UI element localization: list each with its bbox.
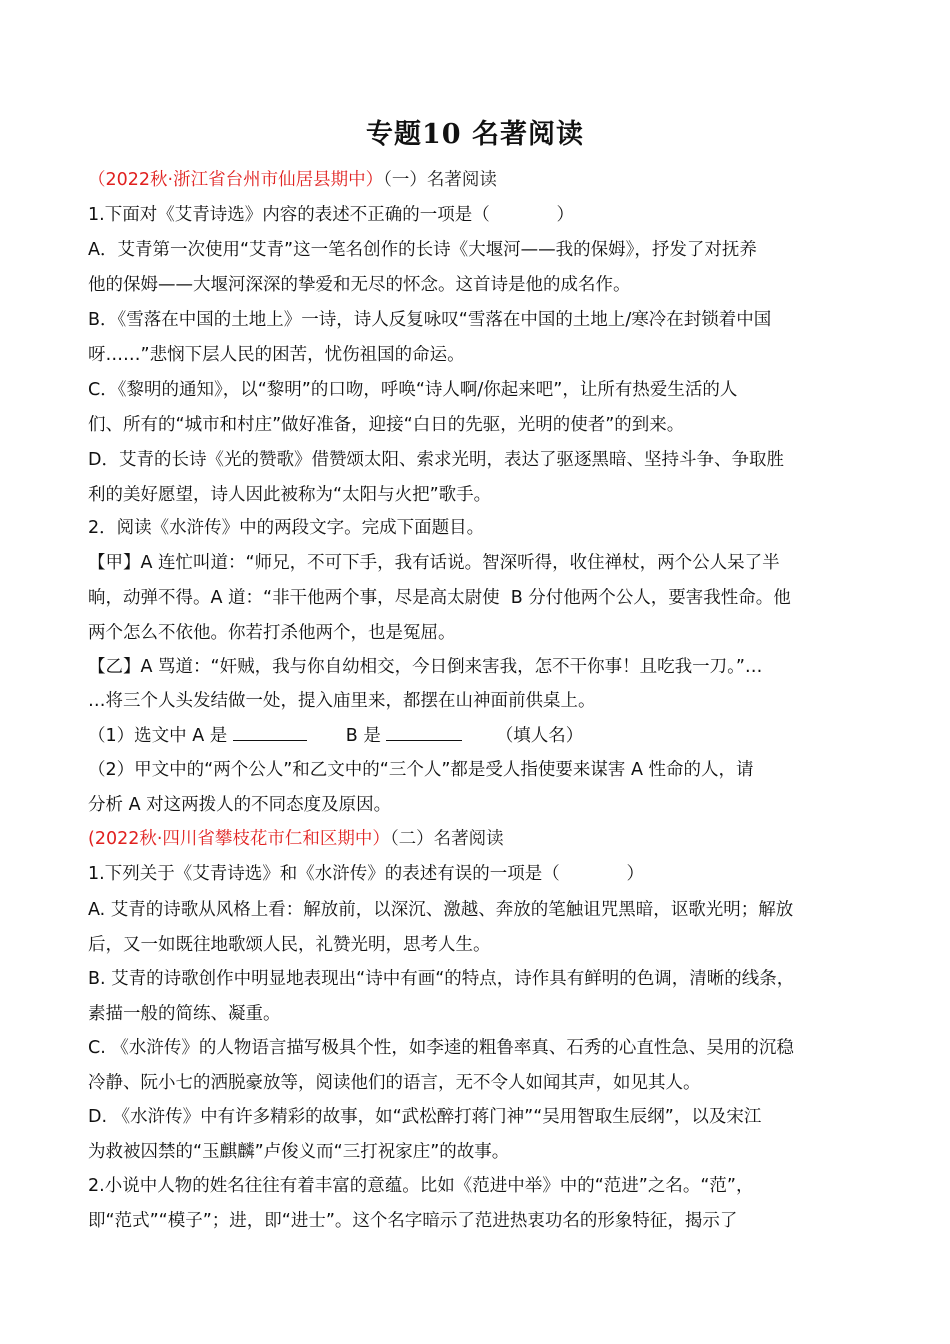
section2-source: (2022秋·四川省攀枝花市仁和区期中） (88, 829, 390, 849)
s1-q1-option-c-line2: 们、所有的“城市和村庄”做好准备，迎接“白日的先驱，光明的使者”的到来。 (88, 415, 685, 435)
section2-header (88, 827, 888, 851)
s1-q1-stem: 1.下面对《艾青诗选》内容的表述不正确的一项是（ ） (88, 205, 574, 225)
s1-q1-option-d-line2: 利的美好愿望，诗人因此被称为“太阳与火把”歌手。 (88, 485, 492, 505)
page-title: 专题10 名著阅读 (366, 119, 584, 150)
s1-q1-option-b-line2: 呀……”悲悯下层人民的困苦，忧伤祖国的命运。 (88, 345, 465, 365)
s1-q1-option-c-line1: C．《黎明的通知》，以“黎明”的口吻，呼唤“诗人啊/你起来吧”，让所有热爱生活的人 (88, 380, 738, 400)
section1-source: （2022秋·浙江省台州市仙居县期中） (88, 170, 384, 190)
s1-q1-option-a-line2: 他的保姆——大堰河深深的挚爱和无尽的怀念。这首诗是他的成名作。 (88, 275, 631, 295)
answer-blank-a[interactable] (233, 722, 307, 741)
s2-q1-option-a-line1: A. 艾青的诗歌从风格上看：解放前，以深沉、激越、奔放的笔触诅咒黑暗，讴歌光明；解放 (88, 900, 794, 920)
s1-q2-jia-line1: 【甲】A 连忙叫道：“师兄，不可下手，我有话说。智深听得，收住禅杖，两个公人呆了半 (88, 553, 780, 573)
s2-q1-option-c-line1: C. 《水浒传》的人物语言描写极具个性，如李逵的粗鲁率真、石秀的心直性急、吴用的沉稳 (88, 1038, 794, 1058)
s1-q1-option-d-line1: D．艾青的长诗《光的赞歌》借赞颂太阳、索求光明，表达了驱逐黑暗、坚持斗争、争取胜 (88, 450, 784, 470)
s2-q2-line1: 2.小说中人物的姓名往往有着丰富的意蕴。比如《范进中举》中的“范进”之名。“范”， (88, 1176, 754, 1196)
s2-q1-option-b-line2: 素描一般的简练、凝重。 (88, 1004, 281, 1024)
section1-header (88, 168, 888, 192)
s1-q2-jia-line3: 两个怎么不依他。你若打杀他两个，也是冤屈。 (88, 623, 456, 643)
s2-q1-option-b-line1: B. 艾青的诗歌创作中明显地表现出“诗中有画“的特点，诗作具有鲜明的色调，清晰的线条， (88, 969, 795, 989)
s2-q1-option-a-line2: 后，又一如既往地歌颂人民，礼赞光明，思考人生。 (88, 935, 491, 955)
s1-q1-option-a-line1: A．艾青第一次使用“艾青”这一笔名创作的长诗《大堰河——我的保姆》，抒发了对抚养 (88, 240, 757, 260)
s1-q2-sub2-line1: （2）甲文中的“两个公人”和乙文中的“三个人”都是受人指使要来谋害 A 性命的人，请 (88, 760, 754, 780)
sub1-hint: （填人名） (495, 726, 584, 746)
s2-q1-option-d-line1: D. 《水浒传》中有许多精彩的故事，如“武松醉打蒋门神”“吴用智取生辰纲”，以及宋江 (88, 1107, 762, 1127)
s1-q2-sub2-line2: 分析 A 对这两拨人的不同态度及原因。 (88, 795, 392, 815)
s1-q2-stem: 2．阅读《水浒传》中的两段文字。完成下面题目。 (88, 518, 485, 538)
s2-q1-option-c-line2: 冷静、阮小七的洒脱豪放等，阅读他们的语言，无不令人如闻其声，如见其人。 (88, 1073, 701, 1093)
sub1-label-b: B 是 (345, 726, 381, 746)
s1-q2-jia-line2: 晌，动弹不得。A 道：“非干他两个事，尽是高太尉使 B 分付他两个公人，要害我性命。他 (88, 588, 791, 608)
s2-q1-option-d-line2: 为救被囚禁的“玉麒麟”卢俊义而“三打祝家庄”的故事。 (88, 1142, 510, 1162)
sub1-label-a: （1）选文中 A 是 (88, 726, 228, 746)
s1-q2-yi-line1: 【乙】A 骂道：“奸贼，我与你自幼相交，今日倒来害我，怎不干你事！且吃我一刀。”… (88, 657, 763, 677)
section1-heading: （一）名著阅读 (383, 170, 497, 190)
s2-q1-stem: 1.下列关于《艾青诗选》和《水浒传》的表述有误的一项是（ ） (88, 864, 644, 884)
s1-q2-yi-line2: …将三个人头发结做一处，提入庙里来，都摆在山神面前供桌上。 (88, 691, 596, 711)
s1-q1-option-b-line1: B．《雪落在中国的土地上》一诗，诗人反复咏叹“雪落在中国的土地上/寒冷在封锁着中国 (88, 310, 772, 330)
s1-q2-sub1 (88, 722, 888, 748)
section2-heading: （二）名著阅读 (389, 829, 504, 849)
answer-blank-b[interactable] (386, 722, 462, 741)
s2-q2-line2: 即“范式”“模子”；进，即“进士”。这个名字暗示了范进热衷功名的形象特征，揭示了 (88, 1211, 738, 1231)
